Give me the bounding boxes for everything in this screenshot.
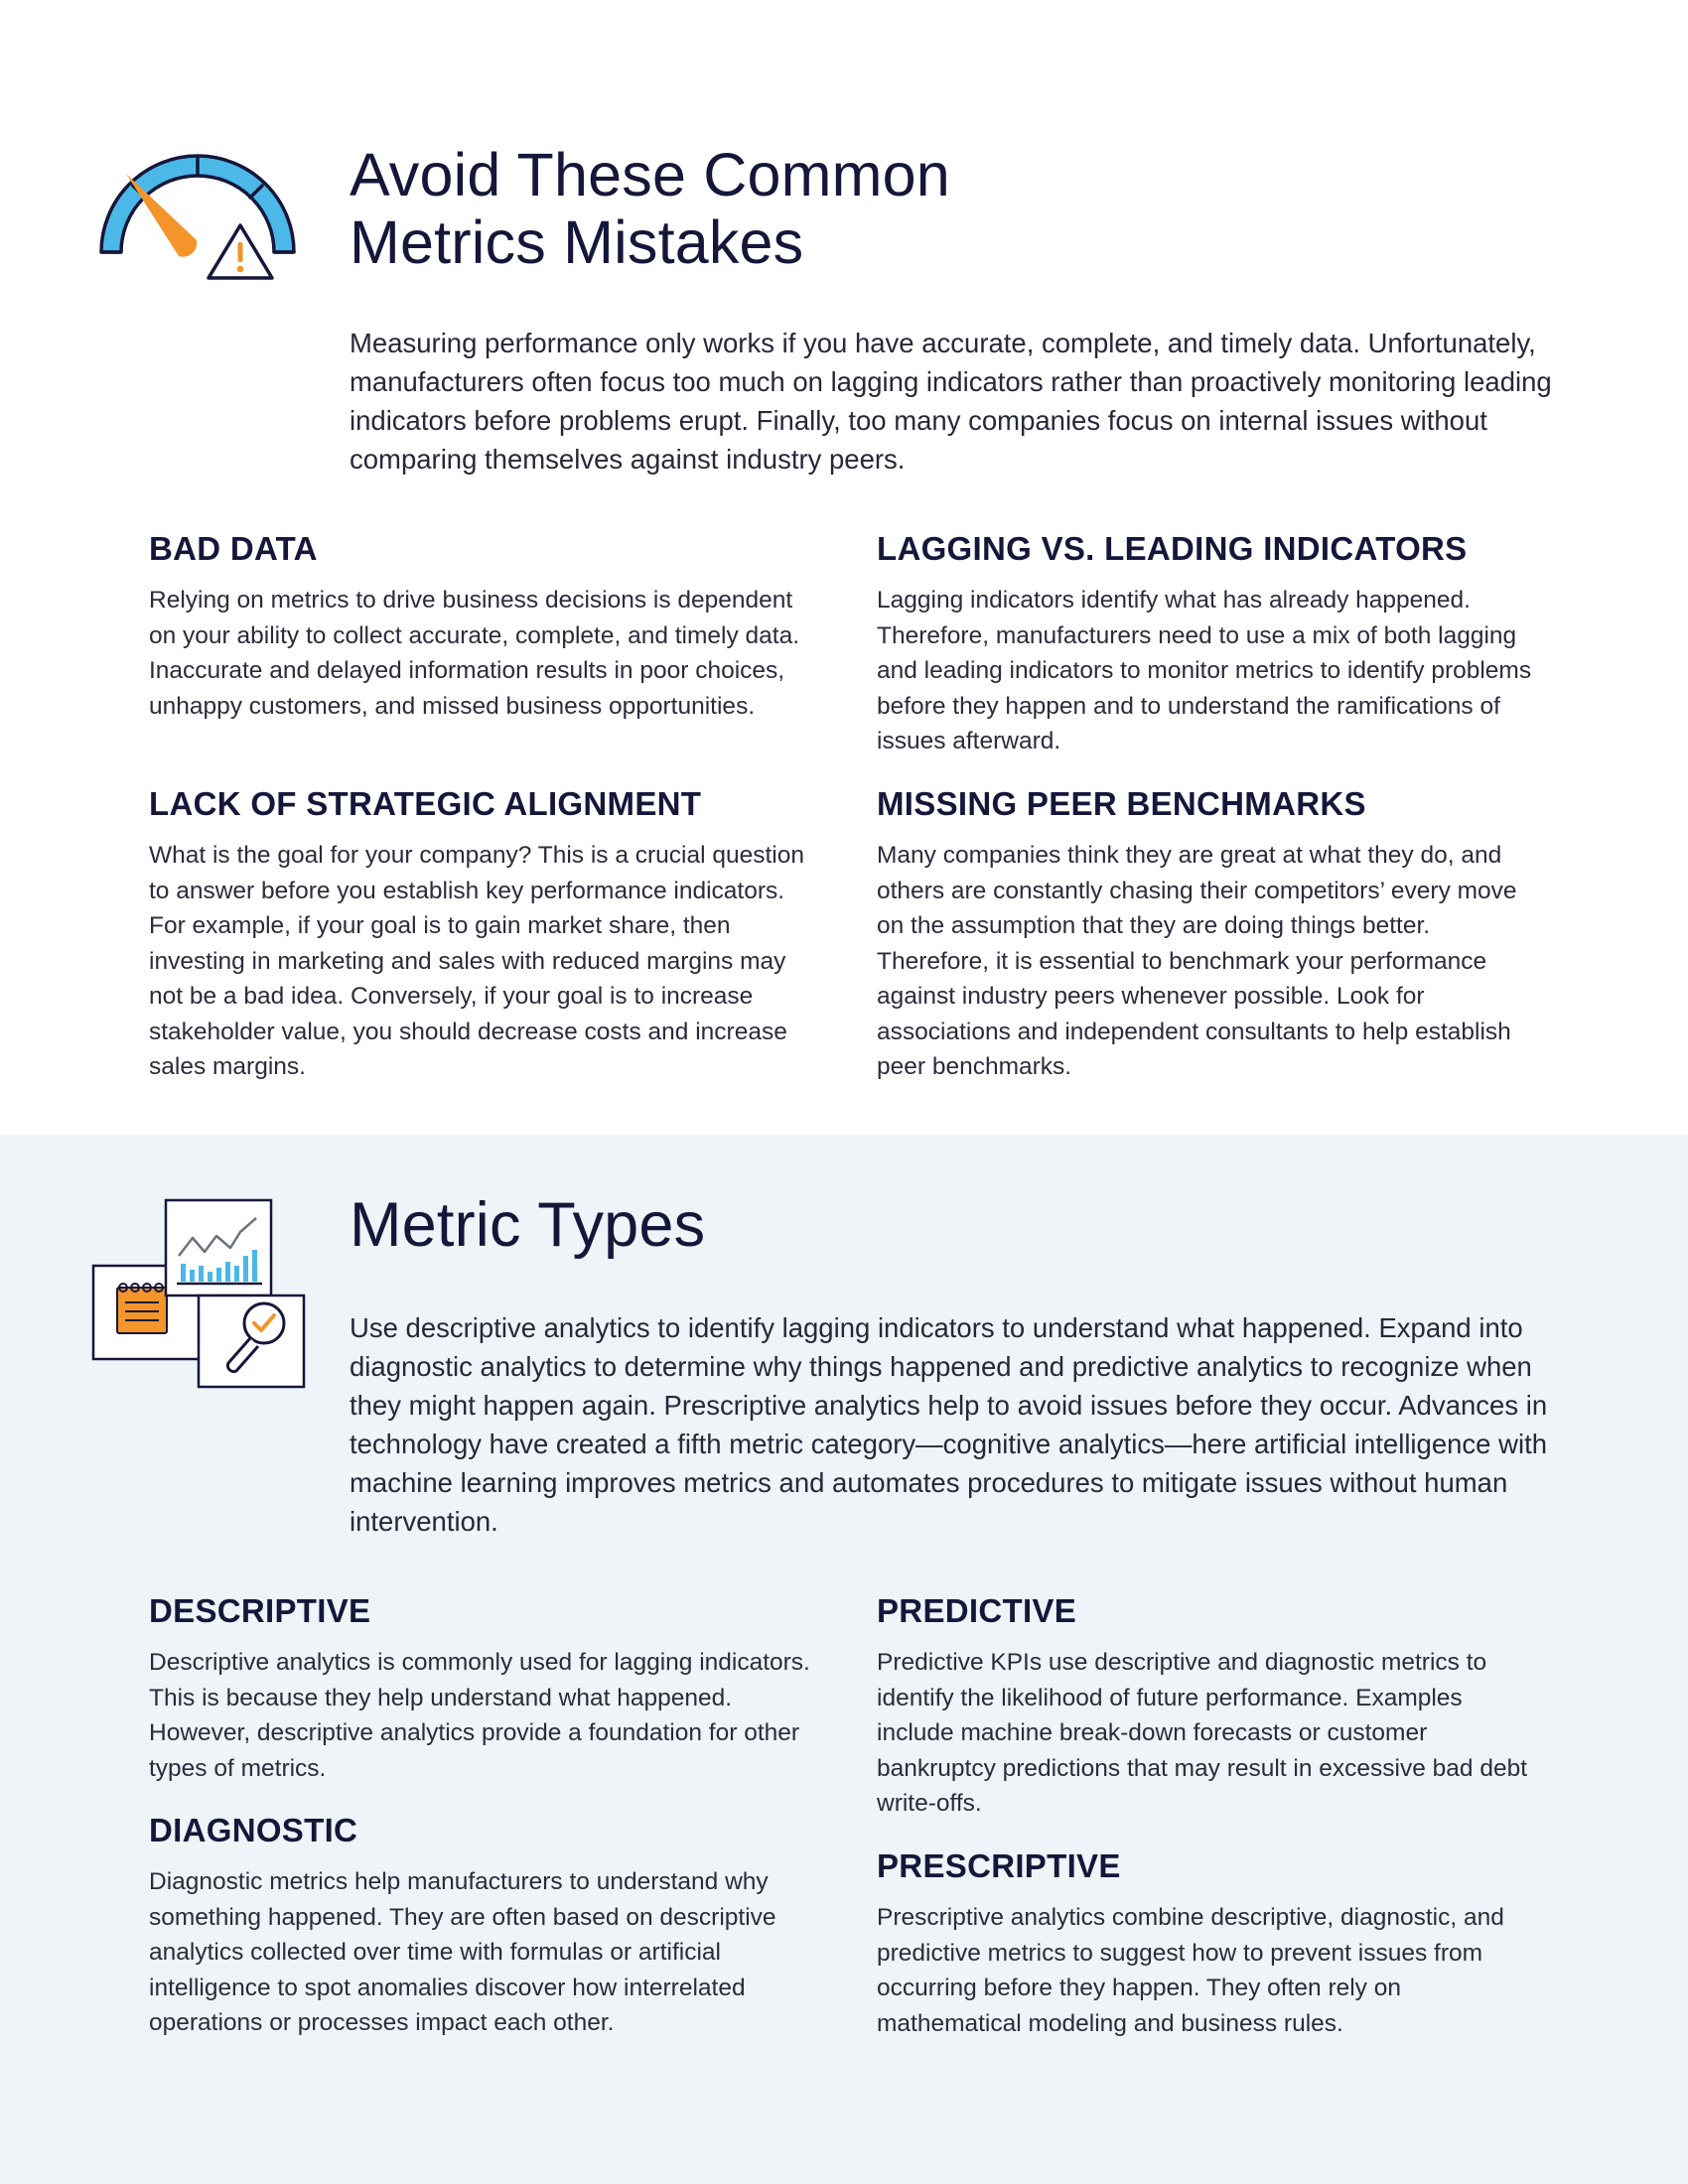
prescriptive-block — [877, 1846, 1542, 2041]
speedometer-warning-icon — [95, 147, 302, 286]
metric-types-title: Metric Types — [350, 1190, 706, 1260]
descriptive-heading: DESCRIPTIVE — [149, 1592, 371, 1629]
prescriptive-heading: PRESCRIPTIVE — [877, 1847, 1121, 1884]
descriptive-block — [149, 1591, 814, 1786]
lagging-leading-block — [877, 529, 1542, 759]
title-line-2: Metrics Mistakes — [350, 208, 804, 276]
predictive-text: Predictive KPIs use descriptive and diagnostic metrics to identify the likelihood of future performance. Examples include machine break-down forecasts or customer bankruptcy predictions that may result in excessive bad debt write-offs. — [877, 1649, 1528, 1817]
predictive-block — [877, 1591, 1542, 1822]
bad-data-text: Relying on metrics to drive business decisions is dependent on your ability to collect accurate, complete, and timely data. Inaccurate and delayed information results in poor choices, unhappy customers, and missed business opportunities. — [149, 587, 800, 720]
metric-types-intro: Use descriptive analytics to identify lagging indicators to understand what happened. Expand into diagnostic analytics to determine why things happened and predictive analytics to recognize when they might happen again. Prescriptive analytics help to avoid issues before they occur. Advances in technology have created a fifth metric category—cognitive analytics—here artificial intelligence with machine learning improves metrics and automates procedures to mitigate issues without human intervention. — [350, 1312, 1548, 1537]
strategic-alignment-block — [149, 784, 814, 1085]
strategic-alignment-text: What is the goal for your company? This is a crucial question to answer before you establish key performance indicators. For example, if your goal is to gain market share, then investing in marketing and sales with reduced margins may not be a bad idea. Conversely, if your goal is to increase stakeholder value, you should decrease costs and increase sales margins. — [149, 842, 805, 1080]
title-line-1: Avoid These Common — [350, 141, 950, 208]
diagnostic-heading: DIAGNOSTIC — [149, 1812, 358, 1848]
mistakes-intro: Measuring performance only works if you have accurate, complete, and timely data. Unfortunately, manufacturers often focus too much on lagging indicators rather than proactively monitoring leading indicators before problems erupt. Finally, too many companies focus on internal issues without comparing themselves against industry peers. — [350, 328, 1552, 475]
prescriptive-text: Prescriptive analytics combine descriptive, diagnostic, and predictive metrics to suggest how to prevent issues from occurring before they happen. They often rely on mathematical modeling and business rules. — [877, 1904, 1504, 2037]
bad-data-block — [149, 529, 814, 724]
peer-benchmarks-block — [877, 784, 1542, 1085]
descriptive-text: Descriptive analytics is commonly used for lagging indicators. This is because they help understand what happened. However, descriptive analytics provide a foundation for other types of metrics. — [149, 1649, 810, 1782]
page-title — [350, 141, 1243, 276]
strategic-alignment-heading: LACK OF STRATEGIC ALIGNMENT — [149, 785, 702, 822]
diagnostic-block — [149, 1811, 814, 2041]
peer-benchmarks-text: Many companies think they are great at what they do, and others are constantly chasing their competitors’ every move on the assumption that they are doing things better. Therefore, it is essential to benchmark your performance against industry peers whenever possible. Look for associations and independent consultants to help establish peer benchmarks. — [877, 842, 1517, 1080]
predictive-heading: PREDICTIVE — [877, 1592, 1077, 1629]
lagging-leading-text: Lagging indicators identify what has already happened. Therefore, manufacturers need to use a mix of both lagging and leading indicators to monitor metrics to identify problems before they happen and to understand the ramifications of issues afterward. — [877, 587, 1532, 754]
diagnostic-text: Diagnostic metrics help manufacturers to understand why something happened. They are often based on descriptive analytics collected over time with formulas or artificial intelligence to spot anomalies discover how interrelated operations or processes impact each other. — [149, 1868, 776, 2036]
analytics-documents-icon — [89, 1196, 308, 1393]
peer-benchmarks-heading: MISSING PEER BENCHMARKS — [877, 785, 1366, 822]
lagging-leading-heading: LAGGING VS. LEADING INDICATORS — [877, 530, 1468, 567]
bad-data-heading: BAD DATA — [149, 530, 318, 567]
